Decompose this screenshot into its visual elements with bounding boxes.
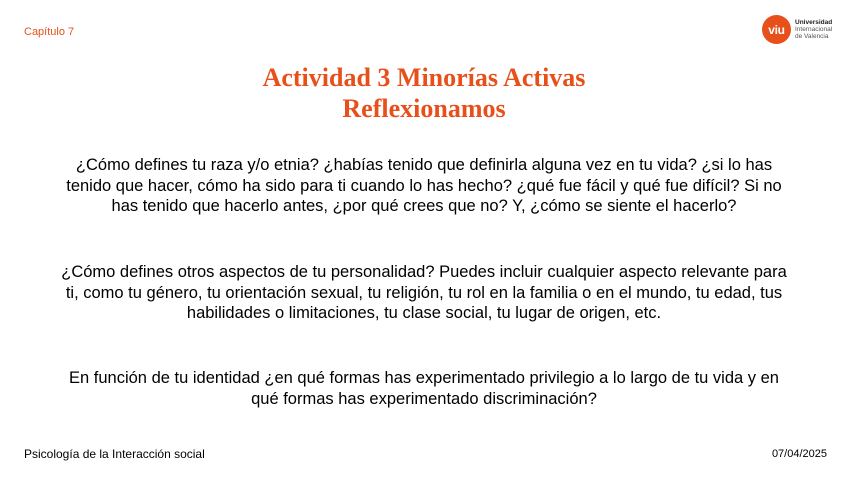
logo-wordmark <box>795 19 832 40</box>
logo-line-2: Internacional <box>795 26 833 33</box>
slide-title-line-2: Reflexionamos <box>342 94 506 123</box>
slide-date: 07/04/2025 <box>771 448 827 460</box>
university-logo <box>762 15 832 44</box>
chapter-label: Capítulo 7 <box>24 26 75 38</box>
question-paragraph-2: ¿Cómo defines otros aspectos de tu personalidad? Puedes incluir cualquier aspecto relevante para ti, como tu género, tu orientación sexual, tu religión, tu rol en la familia o en el mundo, tu edad, tus habilidades o limitaciones, tu clase social, tu lugar de origen, etc. <box>61 263 787 322</box>
question-paragraph-3: En función de tu identidad ¿en qué formas has experimentado privilegio a lo largo de tu vida y en qué formas has experimentado discriminación? <box>69 369 779 408</box>
course-name: Psicología de la Interacción social <box>24 447 205 461</box>
logo-line-3: de Valencia <box>795 33 829 40</box>
slide-title <box>0 62 848 124</box>
question-paragraph-1: ¿Cómo defines tu raza y/o etnia? ¿habías tenido que definirla alguna vez en tu vida? ¿si lo has tenido que hacer, cómo ha sido para ti cuando lo has hecho? ¿qué fue fácil y qué fue difícil? Si no has tenido que hacerlo antes, ¿por qué crees que no? Y, ¿cómo se siente el hacerlo? <box>66 156 782 215</box>
viu-logo-mark: viu <box>762 15 791 44</box>
logo-line-1: Universidad <box>795 19 833 26</box>
slide-title-line-1: Actividad 3 Minorías Activas <box>262 63 586 92</box>
